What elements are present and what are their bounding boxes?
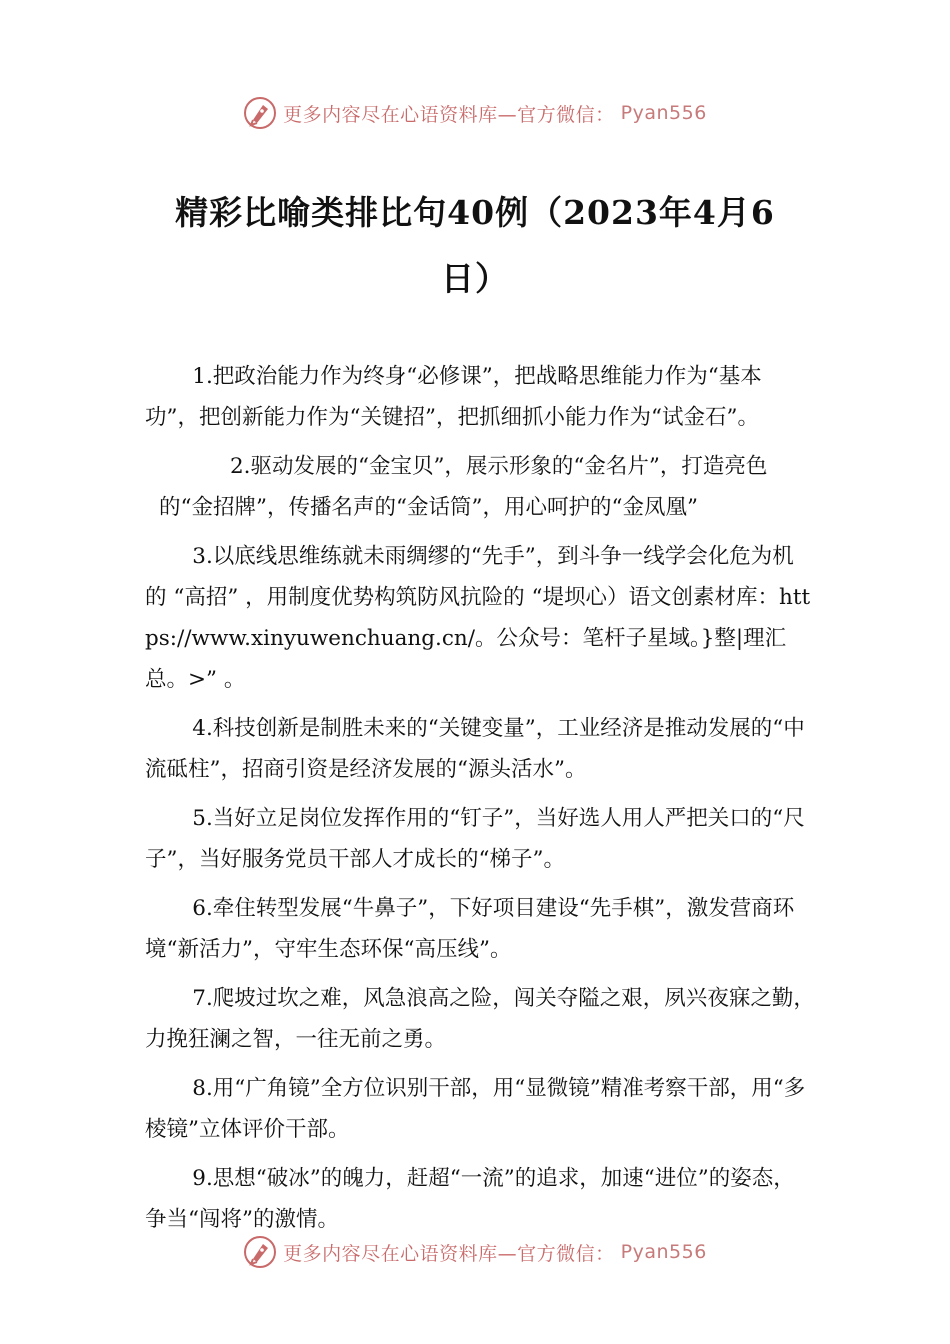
- pen-nib-icon: [243, 1235, 277, 1269]
- article-body: [145, 356, 815, 1240]
- header-banner: [0, 93, 950, 133]
- paragraph-4: 4.科技创新是制胜未来的“关键变量”，工业经济是推动发展的“中流砥柱”，招商引资是经济发展的“源头活水”。: [145, 716, 805, 782]
- paragraph-3: 3.以底线思维练就未雨绸缪的“先手”，到斗争一线学会化危为机的 “高招” ，用制度优势构筑防风抗险的 “堤坝心）语文创素材库：https://www.xinyuwenchuang.cn/。公众号：笔杆子星域。}整|理汇总。>” 。: [145, 544, 811, 692]
- paragraph-1: 1.把政治能力作为终身“必修课”，把战略思维能力作为“基本功”，把创新能力作为“关键招”，把抓细抓小能力作为“试金石”。: [145, 364, 762, 430]
- footer-banner: [0, 1232, 950, 1272]
- banner-text: 更多内容尽在心语资料库—官方微信：: [283, 103, 615, 126]
- wechat-id: Pyan556: [620, 102, 707, 124]
- paragraph-2: 2.驱动发展的“金宝贝”，展示形象的“金名片”，打造亮色的“金招牌”，传播名声的“金话筒”，用心呵护的“金凤凰”: [159, 454, 768, 520]
- paragraph-9: 9.思想“破冰”的魄力，赶超“一流”的追求，加速“进位”的姿态，争当“闯将”的激情。: [145, 1166, 795, 1232]
- pen-nib-icon: [243, 96, 277, 130]
- paragraph-7: 7.爬坡过坎之难，风急浪高之险，闯关夺隘之艰，夙兴夜寐之勤，力挽狂澜之智，一往无前之勇。: [145, 986, 815, 1052]
- paragraph-5: 5.当好立足岗位发挥作用的“钉子”，当好选人用人严把关口的“尺子”，当好服务党员干部人才成长的“梯子”。: [145, 806, 805, 872]
- page-title: 精彩比喻类排比句40例（2023年4月6日）: [175, 193, 775, 298]
- paragraph-6: 6.牵住转型发展“牛鼻子”，下好项目建设“先手棋”，激发营商环境“新活力”，守牢生态环保“高压线”。: [145, 896, 795, 962]
- banner-text: 更多内容尽在心语资料库—官方微信：: [283, 1242, 615, 1265]
- paragraph-8: 8.用“广角镜”全方位识别干部，用“显微镜”精准考察干部，用“多棱镜”立体评价干部。: [145, 1076, 806, 1142]
- wechat-id: Pyan556: [620, 1241, 707, 1263]
